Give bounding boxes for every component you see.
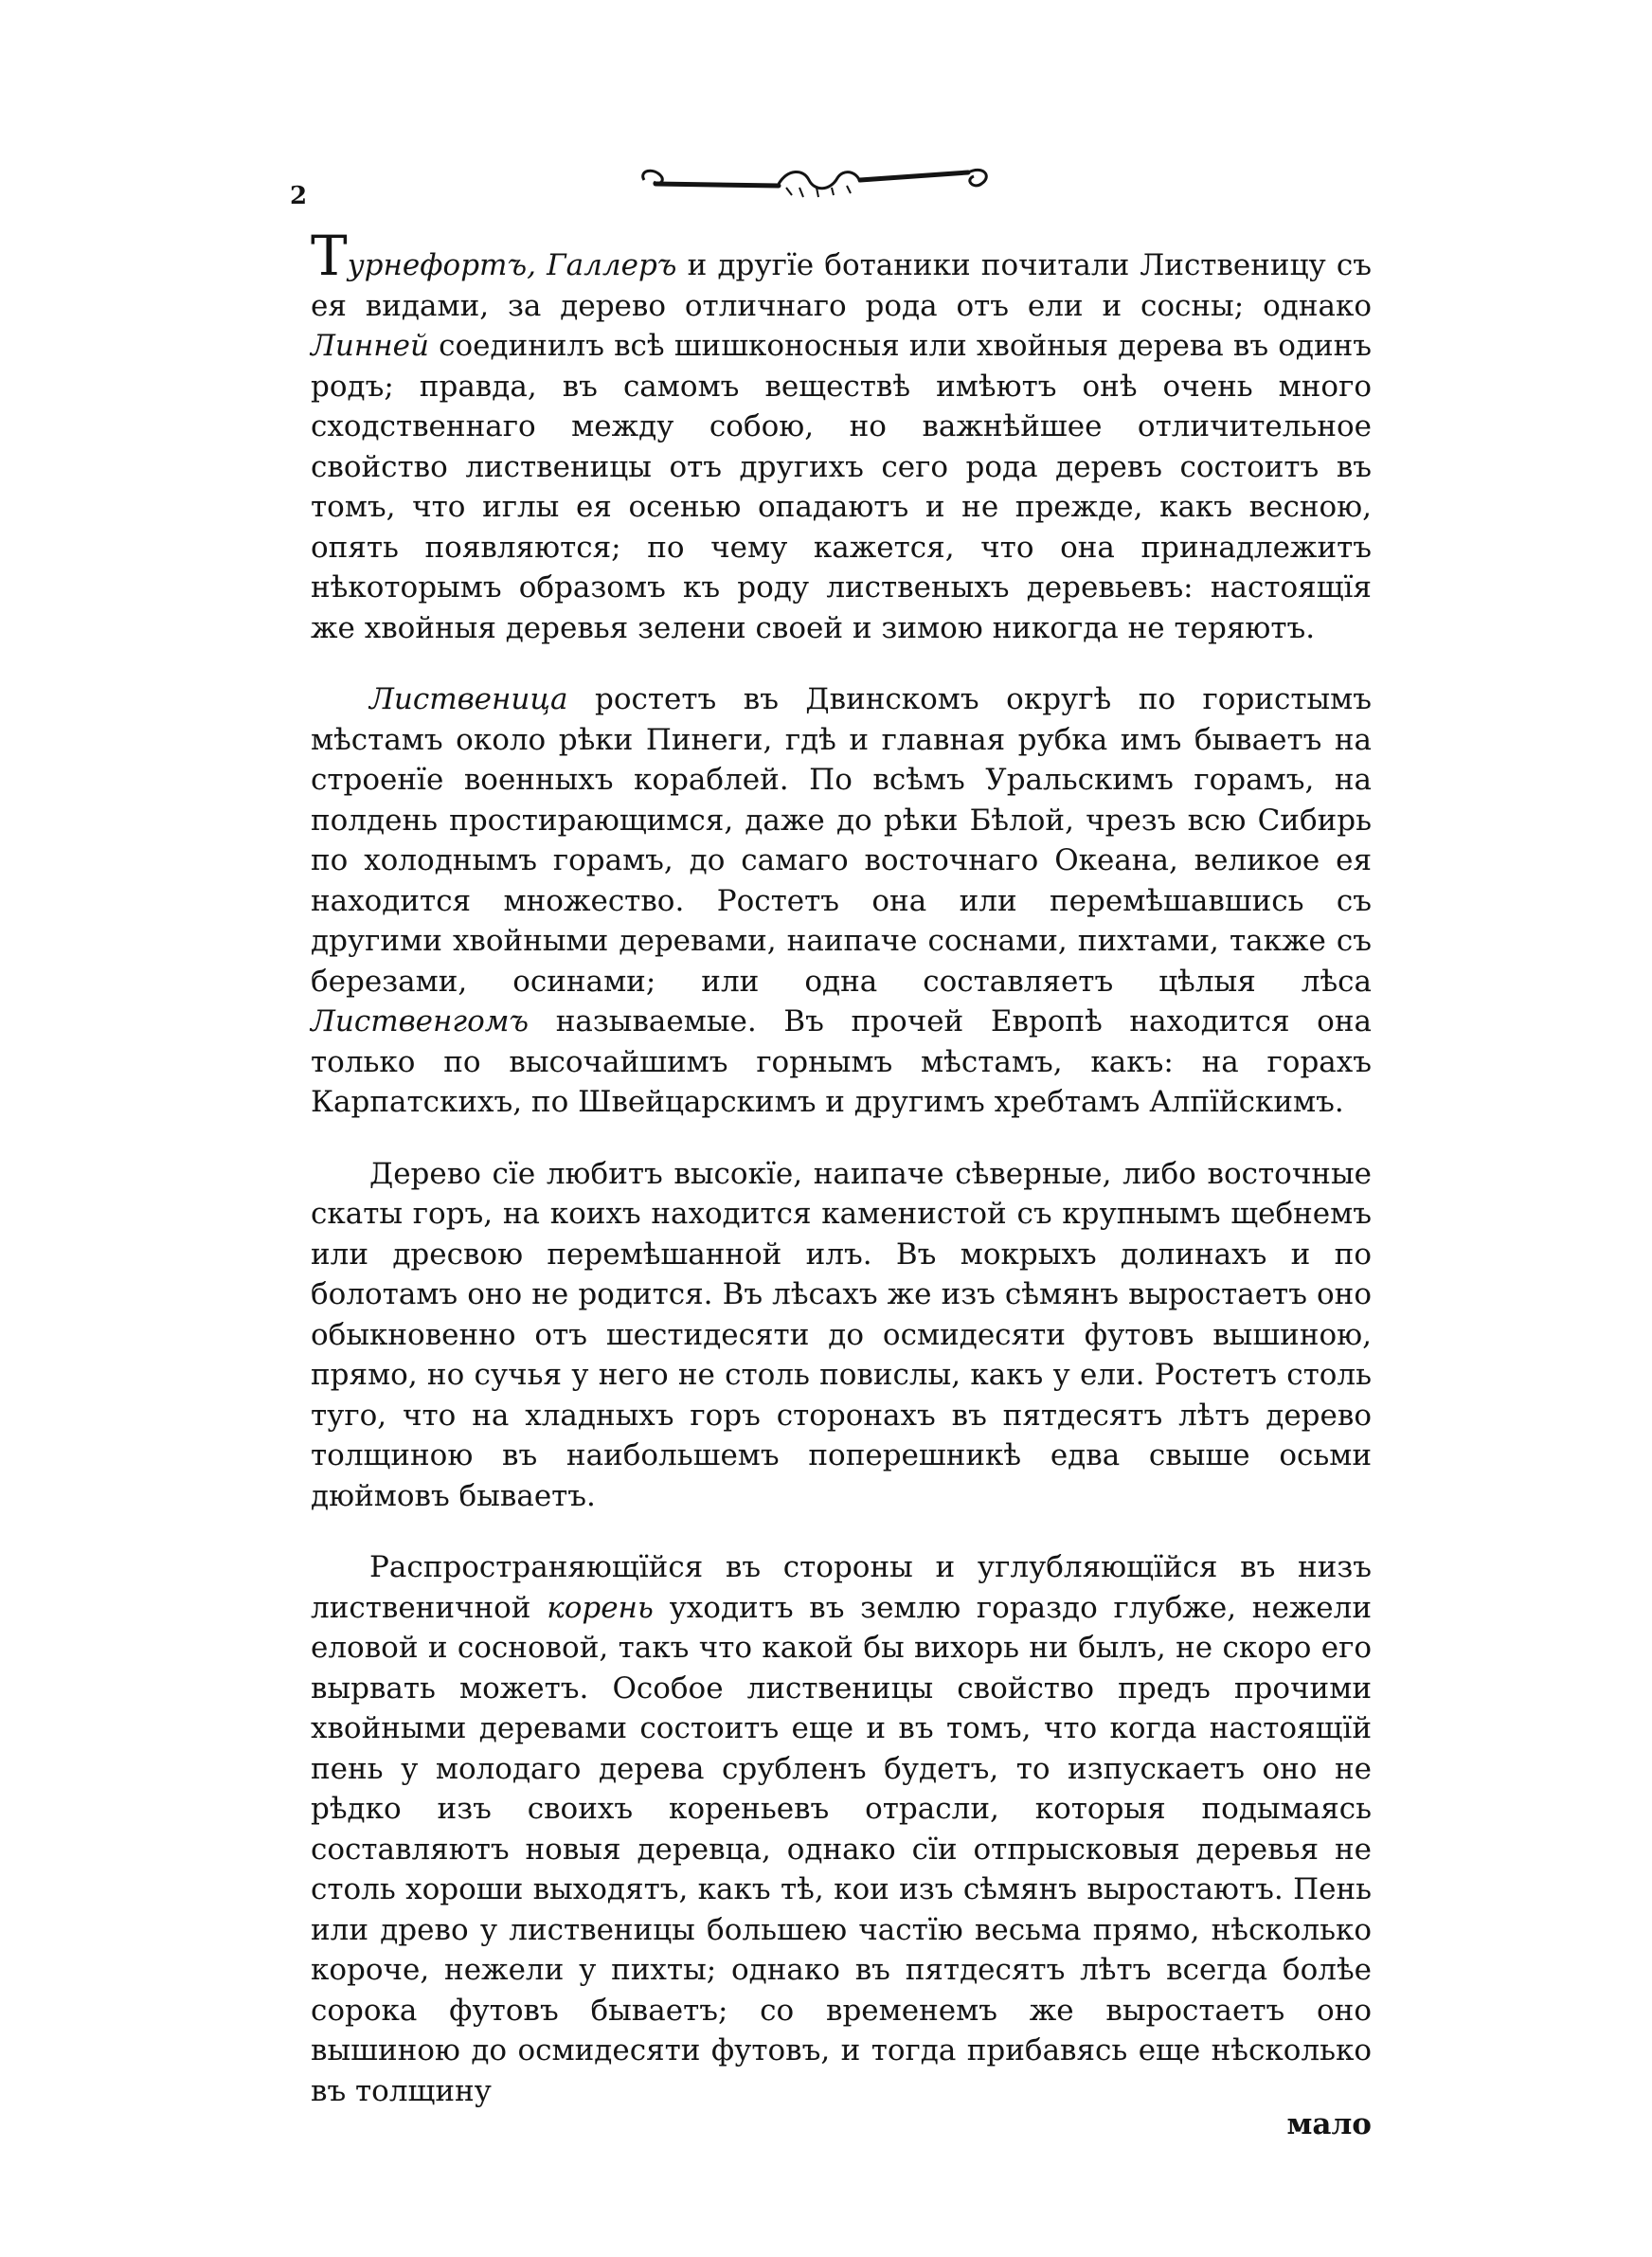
text-run: соединилъ всѣ шишконосныя или хвойныя дерева въ одинъ родъ; правда, въ самомъ веществѣ имѣютъ онѣ очень много сходственнаго между собою, но важнѣйшее отличительное свойство лиственицы отъ другихъ сего рода деревъ состоитъ въ томъ, что иглы ея осенью опадаютъ и не прежде, какъ весною, опять появляются; по чему кажется, что она принадлежитъ нѣкоторымъ образомъ къ роду лиственыхъ деревьевъ: настоящïя же хвойныя деревья зелени своей и зимою никогда не теряютъ. bbox=[311, 329, 1372, 645]
body-text bbox=[311, 224, 1373, 2111]
paragraph bbox=[311, 224, 1372, 648]
text-run: называемые. Въ прочей Европѣ находится она только по высочайшимъ горнымъ мѣстамъ, какъ: на горахъ Карпатскихъ, по Швейцарскимъ и другимъ хребтамъ Алпïйскимъ. bbox=[311, 1004, 1372, 1119]
paragraph bbox=[311, 679, 1372, 1123]
drop-cap: Т bbox=[311, 224, 348, 288]
paragraph bbox=[311, 1154, 1372, 1517]
paragraph bbox=[311, 1547, 1372, 2111]
text-run: Распространяющïйся въ стороны и углубляющïйся въ низъ лиственичной bbox=[311, 1550, 1372, 1625]
italic-term: урнефортъ, Галлеръ bbox=[347, 248, 677, 282]
text-run: ростетъ въ Двинскомъ округѣ по гористымъ мѣстамъ около рѣки Пинеги, гдѣ и главная рубка имъ бываетъ на строенïе военныхъ кораблей. По всѣмъ Уральскимъ горамъ, на полдень простирающимся, даже до рѣки Бѣлой, чрезъ всю Сибирь по холоднымъ горамъ, до самаго восточнаго Океана, великое ея находится множество. Ростетъ она или перемѣшавшись съ другими хвойными деревами, наипаче соснами, пихтами, также съ березами, осинами; или одна составляетъ цѣлыя лѣса bbox=[311, 682, 1372, 999]
italic-term: корень bbox=[547, 1590, 654, 1625]
ornament-divider bbox=[637, 152, 995, 208]
italic-term: Лиственгомъ bbox=[311, 1004, 530, 1038]
page-number: 2 bbox=[290, 182, 308, 210]
text-run: уходитъ въ землю гораздо глубже, нежели еловой и сосновой, такъ что какой бы вихорь ни былъ, не скоро его вырвать можетъ. Особое лиственицы свойство предъ прочими хвойными деревами состоитъ еще и въ томъ, что когда настоящïй пень у молодаго дерева срубленъ будетъ, то изпускаетъ оно не рѣдко изъ своихъ кореньевъ отрасли, которыя подымаясь составляютъ новыя деревца, однако сïи отпрысковыя деревья не столь хороши выходятъ, какъ тѣ, кои изъ сѣмянъ выростаютъ. Пень или древо у лиственицы большею частïю весьма прямо, нѣсколько короче, нежели у пихты; однако въ пятдесятъ лѣтъ всегда болѣе сорока футовъ бываетъ; со временемъ же выростаетъ оно вышиною до осмидесяти футовъ, и тогда прибавясь еще нѣсколько въ толщину bbox=[311, 1590, 1373, 2108]
text-run: Дерево сïе любитъ высокïе, наипаче сѣверные, либо восточные скаты горъ, на коихъ находится каменистой съ крупнымъ щебнемъ или дресвою перемѣшанной илъ. Въ мокрыхъ долинахъ и по болотамъ оно не родится. Въ лѣсахъ же изъ сѣмянъ выростаетъ оно обыкновенно отъ шестидесяти до осмидесяти футовъ вышиною, прямо, но сучья у него не столь повислы, какъ у ели. Ростетъ столь туго, что на хладныхъ горъ сторонахъ въ пятдесятъ лѣтъ дерево толщиною въ наибольшемъ поперешникѣ едва свыше осьми дюймовъ бываетъ. bbox=[311, 1156, 1372, 1513]
italic-term: Линней bbox=[311, 329, 429, 363]
catchword: мало bbox=[1286, 2107, 1372, 2141]
text-run: и другïе ботаники почитали Лиственицу съ ея видами, за дерево отличнаго рода отъ ели и сосны; однако bbox=[311, 248, 1372, 323]
italic-term: Лиственица bbox=[369, 682, 568, 716]
